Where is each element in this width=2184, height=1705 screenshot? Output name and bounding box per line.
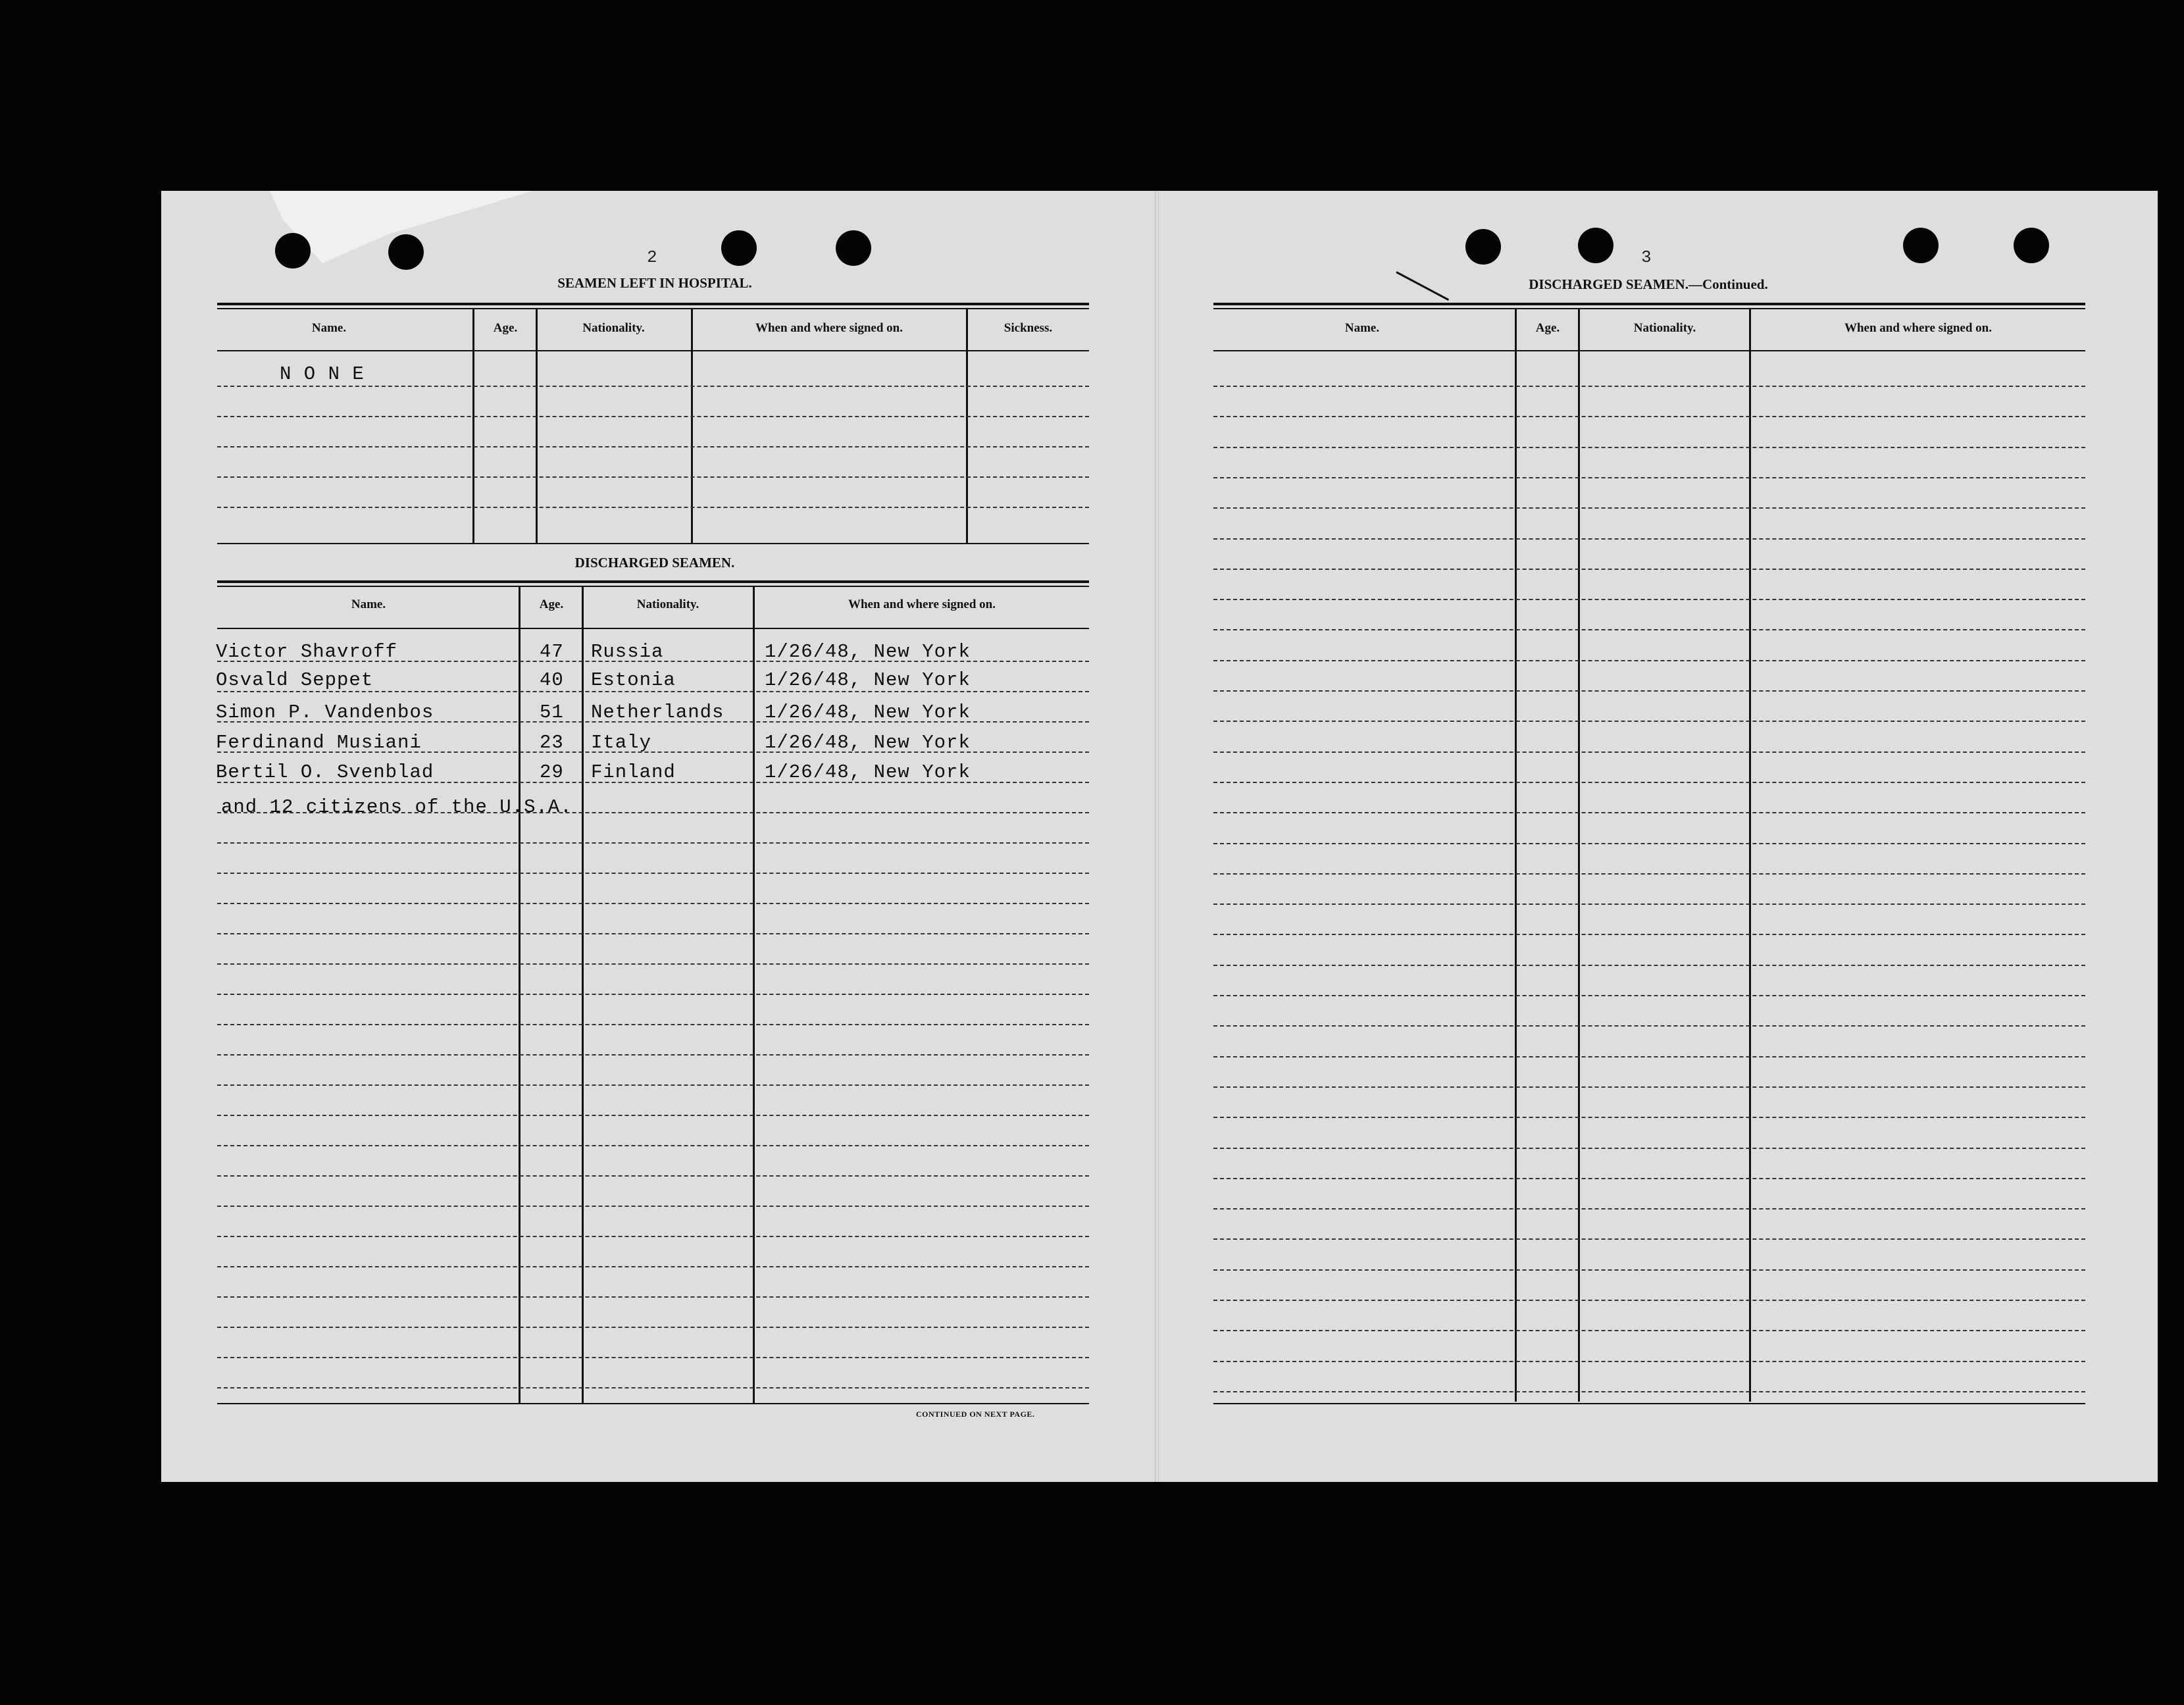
hospital-col-age: Age. bbox=[493, 321, 518, 335]
ruled-line bbox=[1213, 1025, 2085, 1027]
ruled-line bbox=[1213, 1391, 2085, 1392]
seaman-nationality: Finland bbox=[591, 761, 676, 783]
ruled-line bbox=[1213, 751, 2085, 753]
discharged-col-divider bbox=[753, 587, 755, 1403]
punch-hole bbox=[836, 230, 871, 266]
ruled-line bbox=[217, 1357, 1089, 1358]
discharged-col-signed-on: When and where signed on. bbox=[848, 598, 996, 611]
ruled-line bbox=[217, 691, 1089, 692]
seaman-nationality: Italy bbox=[591, 732, 652, 753]
discharged-col-age: Age. bbox=[539, 598, 564, 611]
ruled-line bbox=[217, 1054, 1089, 1056]
ruled-line bbox=[1213, 843, 2085, 844]
seaman-nationality: Estonia bbox=[591, 669, 676, 691]
ruled-line bbox=[217, 994, 1089, 995]
ruled-line bbox=[217, 1327, 1089, 1328]
ruled-line bbox=[217, 1024, 1089, 1025]
ruled-line bbox=[1213, 1238, 2085, 1240]
seaman-nationality: Russia bbox=[591, 641, 664, 663]
ruled-line bbox=[1213, 1117, 2085, 1118]
ruled-line bbox=[1213, 447, 2085, 448]
ruled-line bbox=[217, 1387, 1089, 1388]
seaman-signed-on: 1/26/48, New York bbox=[765, 669, 971, 691]
seaman-name: Victor Shavroff bbox=[216, 641, 398, 663]
punch-hole bbox=[275, 233, 311, 268]
ruled-line bbox=[217, 842, 1089, 844]
ruled-line bbox=[217, 1084, 1089, 1086]
ruled-line bbox=[1213, 873, 2085, 875]
hospital-top-rule bbox=[217, 303, 1089, 305]
ruled-line bbox=[217, 446, 1089, 447]
ruled-line bbox=[217, 416, 1089, 417]
left-page-number: 2 bbox=[647, 247, 657, 267]
seaman-signed-on: 1/26/48, New York bbox=[765, 732, 971, 753]
hospital-entry: N O N E bbox=[280, 363, 365, 385]
discharged-top-rule bbox=[217, 580, 1089, 583]
discharged-bottom-rule bbox=[217, 1403, 1089, 1404]
ruled-line bbox=[217, 873, 1089, 874]
seaman-signed-on: 1/26/48, New York bbox=[765, 761, 971, 783]
ruled-line bbox=[217, 507, 1089, 508]
punch-hole bbox=[1903, 228, 1939, 263]
ruled-line bbox=[217, 903, 1089, 904]
ruled-line bbox=[1213, 934, 2085, 935]
ruled-line bbox=[217, 1175, 1089, 1177]
ruled-line bbox=[1213, 995, 2085, 996]
hospital-header-rule bbox=[217, 350, 1089, 351]
hospital-col-name: Name. bbox=[311, 321, 347, 335]
ruled-line bbox=[217, 1236, 1089, 1237]
right-col-divider bbox=[1578, 309, 1580, 1402]
ruled-line bbox=[1213, 538, 2085, 540]
seaman-age: 47 bbox=[540, 641, 564, 663]
ruled-line bbox=[1213, 690, 2085, 692]
hospital-col-sickness: Sickness. bbox=[1003, 321, 1053, 335]
ruled-line bbox=[1213, 386, 2085, 387]
ruled-line bbox=[1213, 507, 2085, 509]
ruled-line bbox=[1213, 599, 2085, 600]
ruled-line bbox=[1213, 1148, 2085, 1149]
ruled-line bbox=[1213, 1330, 2085, 1331]
seaman-age: 51 bbox=[540, 701, 564, 723]
seaman-name: Simon P. Vandenbos bbox=[216, 701, 434, 723]
seaman-name: Ferdinand Musiani bbox=[216, 732, 422, 753]
punch-hole bbox=[388, 234, 424, 270]
right-col-age: Age. bbox=[1535, 321, 1560, 335]
ruled-line bbox=[1213, 1178, 2085, 1179]
continued-note: CONTINUED ON NEXT PAGE. bbox=[916, 1410, 1035, 1419]
ruled-line bbox=[217, 1115, 1089, 1116]
ruled-line bbox=[1213, 965, 2085, 966]
seaman-name: Bertil O. Svenblad bbox=[216, 761, 434, 783]
ruled-line bbox=[217, 386, 1089, 387]
discharged-top-rule-2 bbox=[217, 586, 1089, 587]
ruled-line bbox=[1213, 812, 2085, 813]
seaman-name: Osvald Seppet bbox=[216, 669, 374, 691]
right-col-nationality: Nationality. bbox=[1633, 321, 1696, 335]
ruled-line bbox=[217, 1206, 1089, 1207]
punch-hole bbox=[721, 230, 757, 266]
seaman-age: 23 bbox=[540, 732, 564, 753]
hospital-section-title: SEAMEN LEFT IN HOSPITAL. bbox=[557, 275, 752, 291]
ruled-line bbox=[1213, 569, 2085, 570]
page-fold bbox=[1155, 191, 1159, 1482]
ruled-line bbox=[1213, 1300, 2085, 1301]
right-bottom-rule bbox=[1213, 1403, 2085, 1404]
citizens-note: and 12 citizens of the U.S.A. bbox=[221, 796, 572, 818]
right-col-divider bbox=[1749, 309, 1751, 1402]
right-col-name: Name. bbox=[1344, 321, 1380, 335]
seaman-signed-on: 1/26/48, New York bbox=[765, 641, 971, 663]
ruled-line bbox=[1213, 629, 2085, 630]
discharged-col-divider bbox=[519, 587, 521, 1403]
hospital-col-signed-on: When and where signed on. bbox=[755, 321, 903, 335]
seaman-signed-on: 1/26/48, New York bbox=[765, 701, 971, 723]
right-col-signed-on: When and where signed on. bbox=[1844, 321, 1992, 335]
discharged-col-nationality: Nationality. bbox=[636, 598, 699, 611]
ruled-line bbox=[1213, 1086, 2085, 1088]
ruled-line bbox=[1213, 660, 2085, 661]
hospital-col-nationality: Nationality. bbox=[582, 321, 645, 335]
discharged-section-title: DISCHARGED SEAMEN. bbox=[574, 555, 735, 571]
punch-hole bbox=[1465, 229, 1501, 265]
ruled-line bbox=[1213, 477, 2085, 478]
right-top-rule-2 bbox=[1213, 308, 2085, 309]
right-top-rule bbox=[1213, 303, 2085, 305]
hospital-bottom-rule bbox=[217, 543, 1089, 544]
hospital-top-rule-2 bbox=[217, 308, 1089, 309]
continued-section-title: DISCHARGED SEAMEN.—Continued. bbox=[1529, 276, 1768, 292]
seaman-nationality: Netherlands bbox=[591, 701, 724, 723]
ruled-line bbox=[1213, 903, 2085, 905]
right-header-rule bbox=[1213, 350, 2085, 351]
punch-hole bbox=[1578, 228, 1613, 263]
ruled-line bbox=[217, 963, 1089, 965]
ruled-line bbox=[1213, 721, 2085, 722]
ruled-line bbox=[1213, 782, 2085, 783]
ruled-line bbox=[1213, 1056, 2085, 1057]
document-paper bbox=[161, 191, 2158, 1482]
ruled-line bbox=[1213, 1361, 2085, 1362]
ruled-line bbox=[1213, 1208, 2085, 1209]
ruled-line bbox=[1213, 416, 2085, 417]
discharged-header-rule bbox=[217, 628, 1089, 629]
ruled-line bbox=[217, 476, 1089, 478]
ruled-line bbox=[217, 1296, 1089, 1298]
right-col-divider bbox=[1515, 309, 1517, 1402]
right-page-number: 3 bbox=[1641, 247, 1652, 267]
seaman-age: 40 bbox=[540, 669, 564, 691]
ruled-line bbox=[217, 933, 1089, 934]
ruled-line bbox=[217, 1145, 1089, 1146]
ruled-line bbox=[1213, 1269, 2085, 1271]
seaman-age: 29 bbox=[540, 761, 564, 783]
discharged-col-divider bbox=[582, 587, 584, 1403]
ruled-line bbox=[217, 1266, 1089, 1267]
punch-hole bbox=[2014, 228, 2049, 263]
discharged-col-name: Name. bbox=[351, 598, 386, 611]
